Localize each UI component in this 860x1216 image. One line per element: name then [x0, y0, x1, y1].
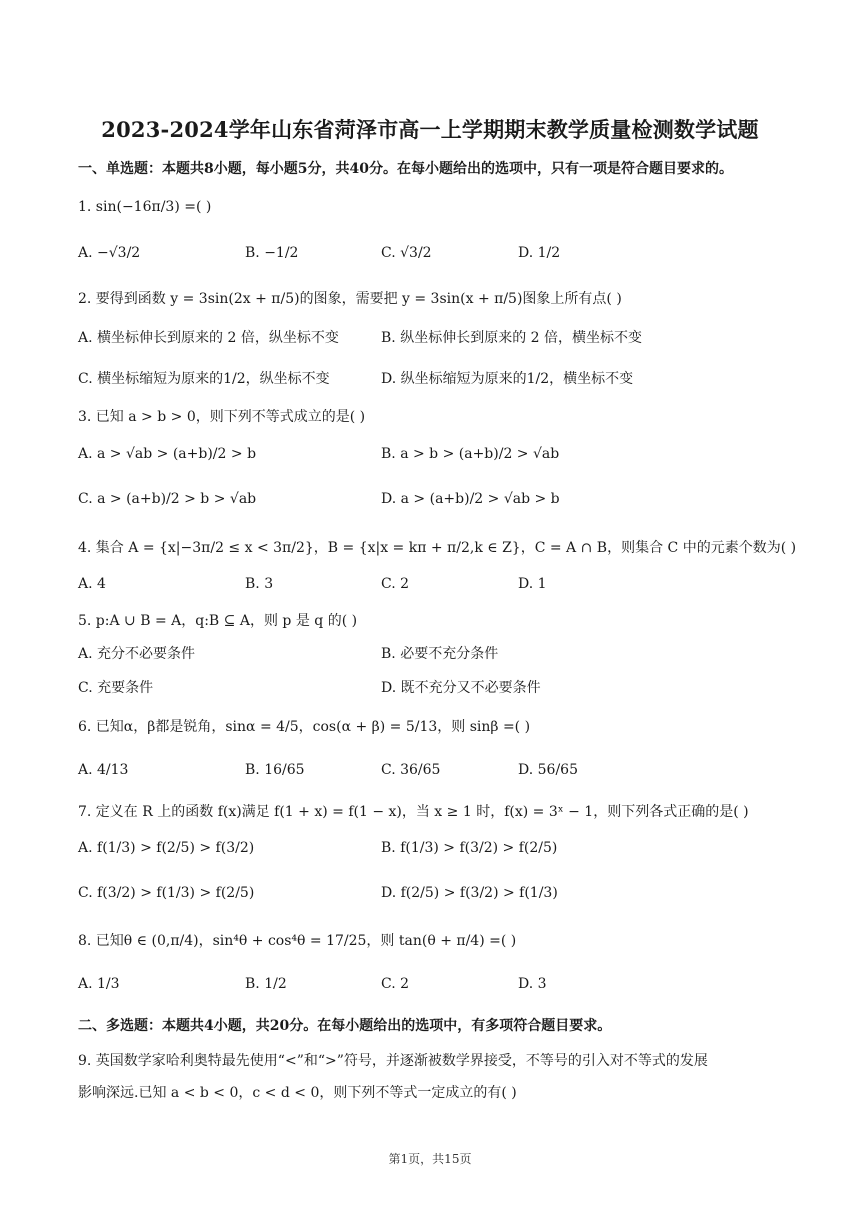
q4-option-b: B. 3	[245, 576, 274, 592]
q7-option-d: D. f(2/5) > f(3/2) > f(1/3)	[381, 885, 558, 901]
q7-option-c: C. f(3/2) > f(1/3) > f(2/5)	[78, 885, 255, 901]
question-7-stem: 7. 定义在 R 上的函数 f(x)满足 f(1 + x) = f(1 − x)，当 x ≥ 1 时，f(x) = 3ˣ − 1，则下列各式正确的是( )	[78, 804, 749, 820]
q3-option-d: D. a > (a+b)/2 > √ab > b	[381, 491, 560, 507]
q8-option-c: C. 2	[381, 976, 410, 992]
q1-option-c: C. √3/2	[381, 245, 432, 261]
question-4-stem: 4. 集合 A = {x|−3π/2 ≤ x < 3π/2}，B = {x|x = kπ + π/2,k ∈ Z}，C = A ∩ B，则集合 C 中的元素个数为( )	[78, 540, 797, 556]
q6-option-b: B. 16/65	[245, 762, 305, 778]
q2-option-b: B. 纵坐标伸长到原来的 2 倍，横坐标不变	[381, 330, 642, 346]
question-2-stem: 2. 要得到函数 y = 3sin(2x + π/5)的图象，需要把 y = 3sin(x + π/5)图象上所有点( )	[78, 291, 622, 307]
question-3-stem: 3. 已知 a > b > 0，则下列不等式成立的是( )	[78, 409, 366, 425]
q5-option-d: D. 既不充分又不必要条件	[381, 680, 541, 696]
q3-option-a: A. a > √ab > (a+b)/2 > b	[78, 446, 257, 462]
q5-option-a: A. 充分不必要条件	[78, 646, 196, 662]
q6-option-a: A. 4/13	[78, 762, 129, 778]
q5-option-b: B. 必要不充分条件	[381, 646, 499, 662]
question-6-stem: 6. 已知α，β都是锐角，sinα = 4/5，cos(α + β) = 5/13，则 sinβ =( )	[78, 719, 531, 735]
page-footer: 第1页，共15页	[388, 1152, 472, 1166]
question-9-stem-line2: 影响深远.已知 a < b < 0，c < d < 0，则下列不等式一定成立的有( )	[78, 1085, 517, 1101]
q7-option-a: A. f(1/3) > f(2/5) > f(3/2)	[78, 840, 255, 856]
question-8-stem: 8. 已知θ ∈ (0,π/4)，sin⁴θ + cos⁴θ = 17/25，则 tan(θ + π/4) =( )	[78, 933, 517, 949]
q4-option-a: A. 4	[78, 576, 106, 592]
section-multiple-choice: 二、多选题：本题共4小题，共20分。在每小题给出的选项中，有多项符合题目要求。	[78, 1018, 612, 1034]
q2-option-c: C. 横坐标缩短为原来的1/2，纵坐标不变	[78, 371, 330, 387]
q4-option-c: C. 2	[381, 576, 410, 592]
q8-option-d: D. 3	[518, 976, 547, 992]
q6-option-d: D. 56/65	[518, 762, 578, 778]
q3-option-b: B. a > b > (a+b)/2 > √ab	[381, 446, 560, 462]
question-5-stem: 5. p:A ∪ B = A，q:B ⊆ A，则 p 是 q 的( )	[78, 613, 358, 629]
q8-option-b: B. 1/2	[245, 976, 287, 992]
q7-option-b: B. f(1/3) > f(3/2) > f(2/5)	[381, 840, 558, 856]
q6-option-c: C. 36/65	[381, 762, 441, 778]
q1-option-d: D. 1/2	[518, 245, 561, 261]
q4-option-d: D. 1	[518, 576, 547, 592]
q2-option-a: A. 横坐标伸长到原来的 2 倍，纵坐标不变	[78, 330, 339, 346]
q1-option-b: B. −1/2	[245, 245, 299, 261]
question-1-stem: 1. sin(−16π/3) =( )	[78, 199, 212, 215]
q2-option-d: D. 纵坐标缩短为原来的1/2，横坐标不变	[381, 371, 634, 387]
q5-option-c: C. 充要条件	[78, 680, 154, 696]
page-title: 2023-2024学年山东省菏泽市高一上学期期末教学质量检测数学试题	[101, 117, 759, 142]
section-single-choice: 一、单选题：本题共8小题，每小题5分，共40分。在每小题给出的选项中，只有一项是符合题目要求的。	[78, 161, 733, 177]
question-9-stem-line1: 9. 英国数学家哈利奥特最先使用“<”和“>”符号，并逐渐被数学界接受，不等号的引入对不等式的发展	[78, 1053, 708, 1069]
q1-option-a: A. −√3/2	[78, 245, 141, 261]
q3-option-c: C. a > (a+b)/2 > b > √ab	[78, 491, 257, 507]
q8-option-a: A. 1/3	[78, 976, 120, 992]
